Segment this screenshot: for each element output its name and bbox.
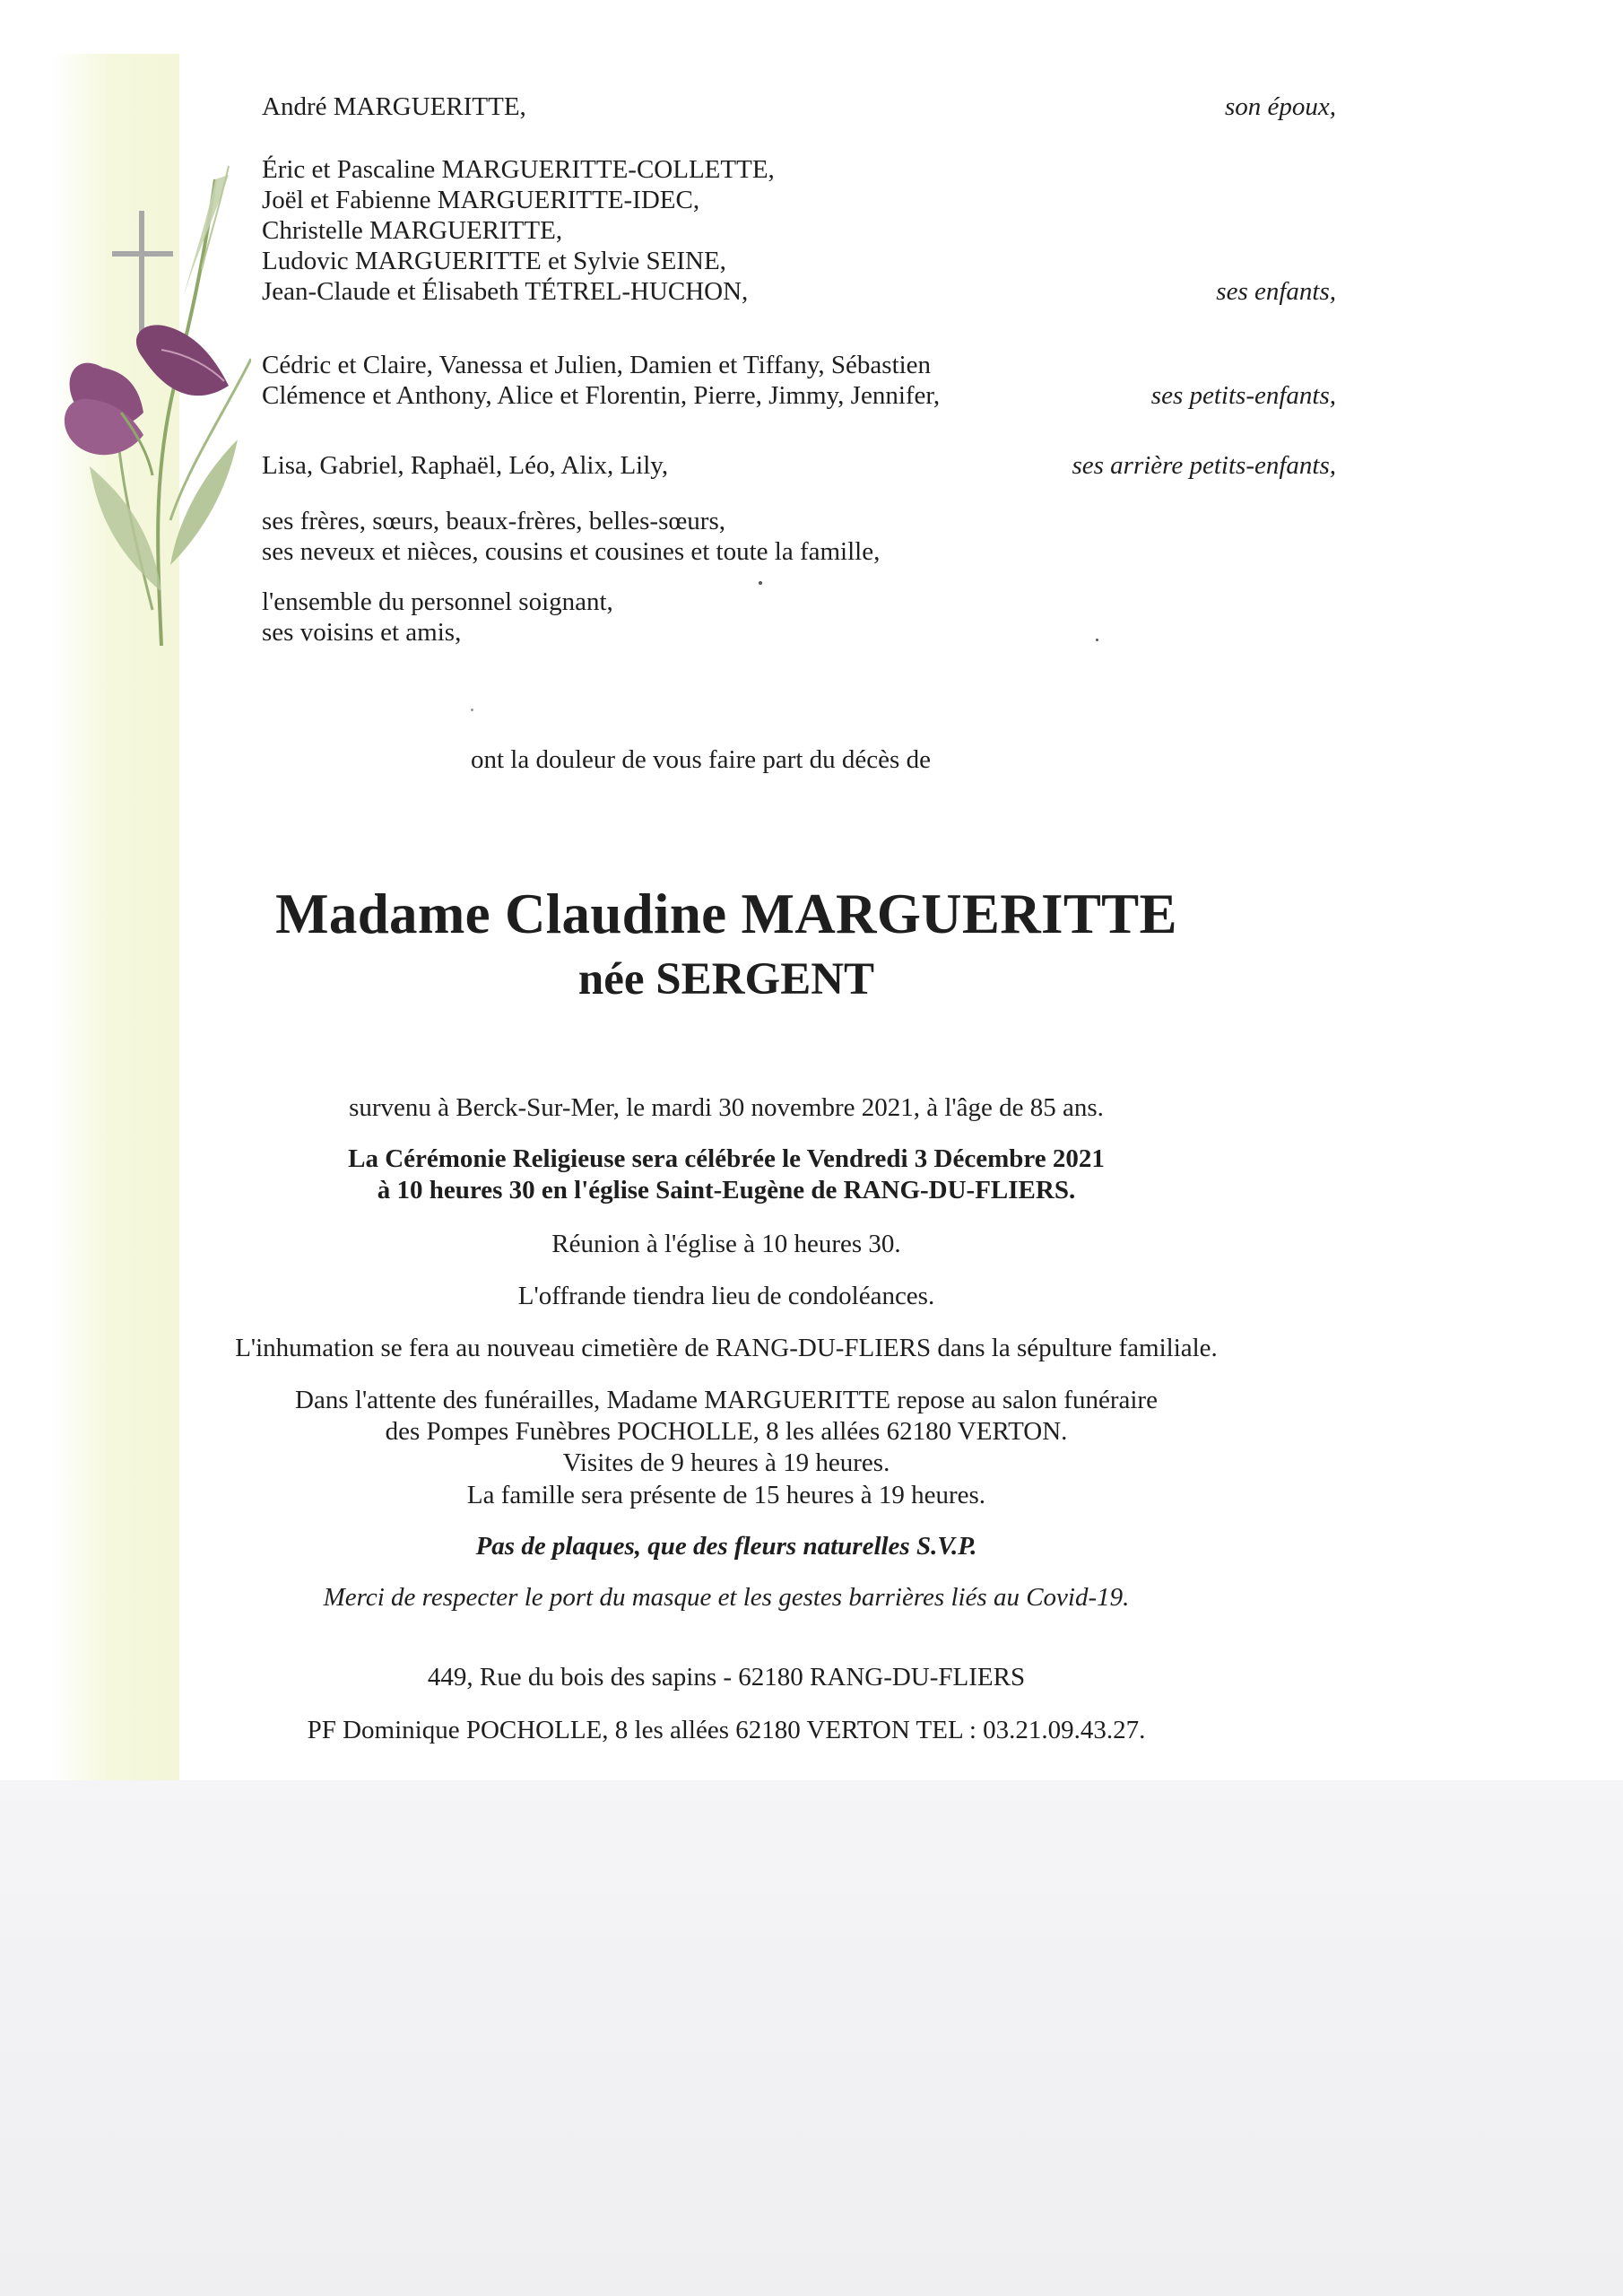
child-name: Joël et Fabienne MARGUERITTE-IDEC,	[262, 186, 700, 214]
child-name: Éric et Pascaline MARGUERITTE-COLLETTE,	[262, 155, 775, 184]
deceased-name: Madame Claudine MARGUERITTE	[275, 883, 1177, 945]
child-name: Christelle MARGUERITTE,	[262, 216, 563, 245]
death-notice: survenu à Berck-Sur-Mer, le mardi 30 novembre 2021, à l'âge de 85 ans.	[349, 1093, 1104, 1122]
offering-info: L'offrande tiendra lieu de condoléances.	[517, 1282, 935, 1310]
calla-lily-illustration	[36, 144, 251, 646]
cross-icon	[112, 211, 173, 345]
spouse-name: André MARGUERITTE,	[262, 92, 526, 121]
scan-background	[0, 1780, 1623, 2296]
great-grandchildren-names: Lisa, Gabriel, Raphaël, Léo, Alix, Lily,	[262, 451, 669, 480]
funeral-home-line: La famille sera présente de 15 heures à 19 heures.	[466, 1481, 986, 1509]
grandchildren-names: Cédric et Claire, Vanessa et Julien, Damien et Tiffany, Sébastien	[262, 351, 932, 379]
undertaker-contact: PF Dominique POCHOLLE, 8 les allées 62180 VERTON TEL : 03.21.09.43.27.	[307, 1716, 1146, 1744]
others-line: l'ensemble du personnel soignant,	[262, 587, 613, 616]
burial-info: L'inhumation se fera au nouveau cimetière de RANG-DU-FLIERS dans la sépulture familiale.	[235, 1334, 1218, 1362]
child-name: Ludovic MARGUERITTE et Sylvie SEINE,	[262, 247, 726, 275]
great-grandchildren-relation: ses arrière petits-enfants,	[1072, 451, 1336, 480]
scan-speck	[471, 709, 473, 711]
meeting-info: Réunion à l'église à 10 heures 30.	[551, 1230, 901, 1258]
ceremony-line: à 10 heures 30 en l'église Saint-Eugène de RANG-DU-FLIERS.	[377, 1176, 1076, 1205]
covid-notice: Merci de respecter le port du masque et les gestes barrières liés au Covid-19.	[323, 1583, 1130, 1612]
grandchildren-relation: ses petits-enfants,	[1150, 381, 1336, 410]
funeral-home-line: Visites de 9 heures à 19 heures.	[562, 1448, 890, 1477]
funeral-home-line: Dans l'attente des funérailles, Madame MARGUERITTE repose au salon funéraire	[295, 1386, 1158, 1414]
relatives-line: ses frères, sœurs, beaux-frères, belles-sœurs,	[262, 507, 725, 535]
funeral-home-line: des Pompes Funèbres POCHOLLE, 8 les allées 62180 VERTON.	[385, 1417, 1068, 1446]
ceremony-line: La Cérémonie Religieuse sera célébrée le Vendredi 3 Décembre 2021	[348, 1144, 1105, 1173]
others-line: ses voisins et amis,	[262, 618, 462, 647]
scan-speck	[1096, 639, 1098, 641]
flowers-notice: Pas de plaques, que des fleurs naturelles S.V.P.	[475, 1532, 977, 1561]
children-relation: ses enfants,	[1216, 277, 1336, 306]
scan-speck	[759, 581, 762, 585]
grandchildren-names: Clémence et Anthony, Alice et Florentin, Pierre, Jimmy, Jennifer,	[262, 381, 941, 410]
child-name: Jean-Claude et Élisabeth TÉTREL-HUCHON,	[262, 277, 749, 306]
announcement: ont la douleur de vous faire part du décès de	[471, 745, 931, 774]
family-address: 449, Rue du bois des sapins - 62180 RANG-DU-FLIERS	[427, 1663, 1026, 1692]
maiden-name: née SERGENT	[577, 954, 875, 1004]
relatives-line: ses neveux et nièces, cousins et cousines et toute la famille,	[262, 537, 881, 566]
spouse-relation: son époux,	[1224, 92, 1336, 121]
